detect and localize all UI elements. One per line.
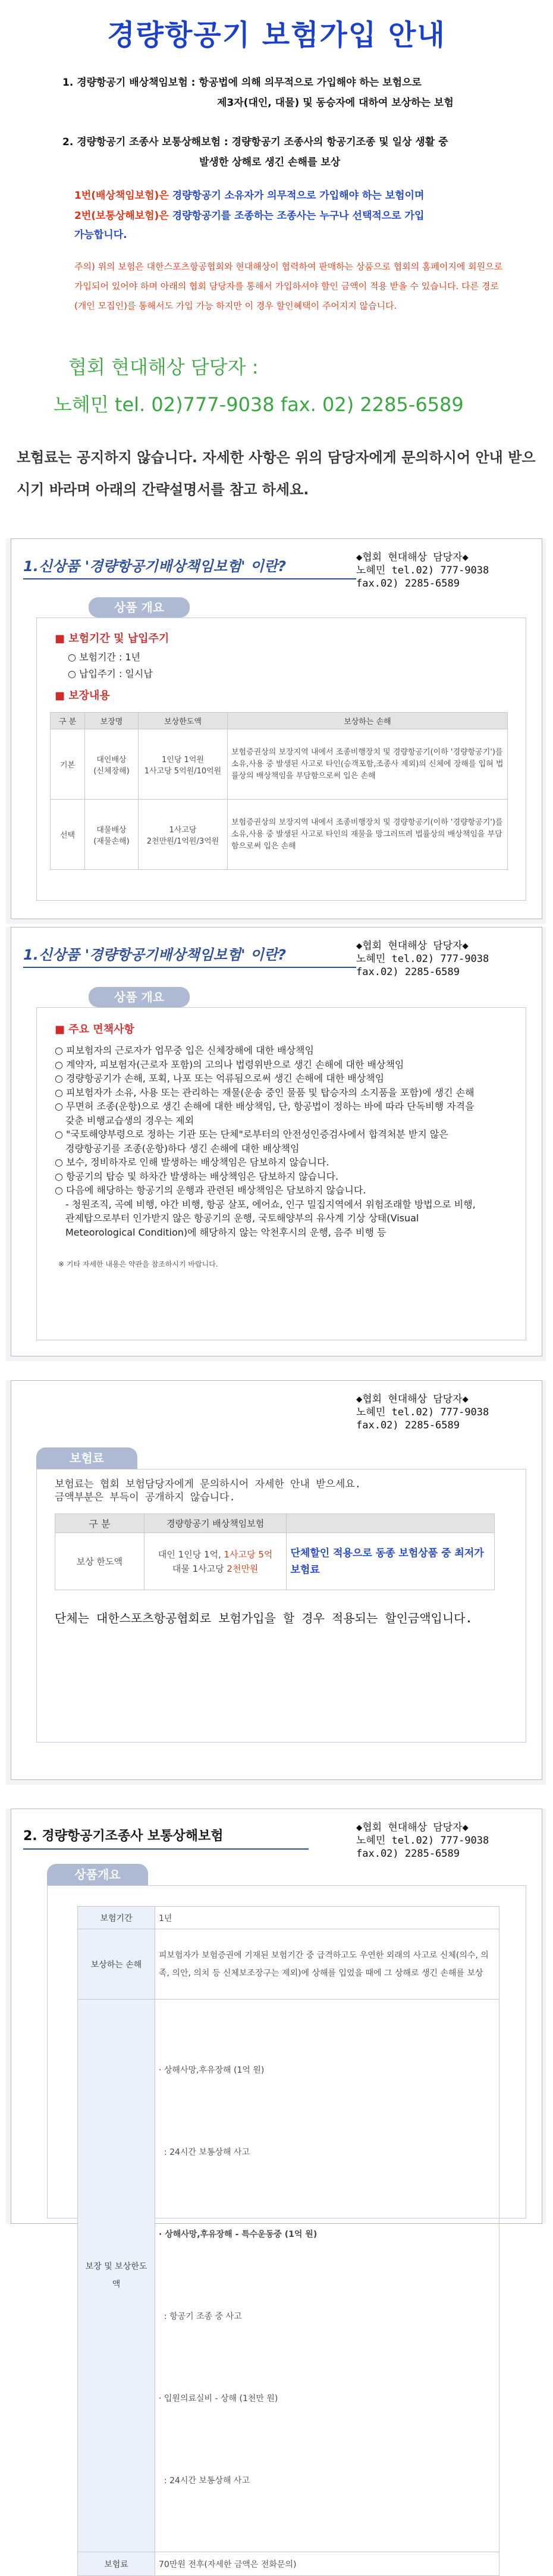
table-row [78, 1929, 499, 2000]
row-group: 기본 [51, 729, 85, 800]
coverage-line: · 상해사망,후유장해 (1억 원) [159, 2066, 265, 2075]
period-text: ○ 보험기간 : 1년 [68, 651, 141, 663]
list-item: ○ "국토해양부령으로 정하는 기관 또는 단체"로부터의 안전성인증검사에서 합격처분 받지 않은 [55, 1129, 448, 1140]
panel2-contact [356, 939, 529, 979]
payment-text: ○ 납입주기 : 일시납 [68, 668, 153, 679]
panel1-title: 1.신상품 '경량항공기배상책임보험' 이란? [23, 558, 287, 575]
contact-heading: ◆협회 현대해상 담당자◆ [356, 1393, 469, 1405]
panel2-tab: 상품 개요 [89, 987, 190, 1007]
premium-intro-line1: 보험료는 협회 보험담당자에게 문의하시어 자세한 안내 받으세요. [55, 1478, 362, 1490]
table-row [78, 1907, 499, 1929]
notice-text: 주의) 위의 보험은 대한스포츠항공협회와 현대해상이 협력하여 판매하는 상품으로 협회의 홈페이지에 회원으로 가입되어 있어야 하며 아래의 협회 담당자를 통해서 가입하셔야 할인 금액이 적용 받을 수 있습니다. 다른 경로(개인 모집인)를 통해서도 가입 가능 하지만 이 경우 할인혜택이 주어지지 않습니다. [74, 261, 503, 311]
panel3-tab: 보험료 [36, 1447, 137, 1469]
list-item: ○ 보수, 정비하자로 인해 발생하는 배상책임은 담보하지 않습니다. [55, 1157, 329, 1168]
premium-table [55, 1513, 495, 1590]
table-row [78, 2000, 499, 2552]
desc2-text: 경량항공기를 조종하는 조종사는 누구나 선택적으로 가입 [172, 210, 425, 222]
contact-info: 노혜민 tel. 02)777-9038 fax. 02) 2285-6589 [54, 393, 464, 416]
coverage-line: · 상해사망,후유장해 - 특수운동중 (1억 원) [159, 2230, 318, 2239]
desc2-label: 2번(보통상해보험)은 [74, 210, 172, 222]
panel4-tab: 상품개요 [47, 1864, 148, 1885]
contact-heading: ◆협회 현대해상 담당자◆ [356, 551, 469, 563]
exclusion-list [55, 1043, 519, 1239]
table-header-row [51, 713, 508, 729]
premium-intro [55, 1478, 361, 1504]
desc2 [74, 206, 424, 226]
row-name: 대인배상 (신체장해) [85, 729, 139, 800]
contact-heading: ◆협회 현대해상 담당자◆ [356, 1822, 469, 1834]
table-header-row [55, 1514, 495, 1533]
page-title: 경량항공기 보험가입 안내 [107, 18, 446, 52]
row-label: 보험기간 [78, 1907, 155, 1929]
panel2-title: 1.신상품 '경량항공기배상책임보험' 이란? [23, 947, 287, 963]
coverage-heading: ■ 보장내용 [55, 690, 110, 702]
item1-line1: 1. 경량항공기 배상책임보험 : 항공법에 의해 의무적으로 가입해야 하는 보험으로 [62, 77, 422, 89]
panel4-contact [356, 1821, 529, 1860]
row-value: 피보험자가 보험증권에 기재된 보험기간 중 급격하고도 우연한 외래의 사고로 신체(의수, 의족, 의안, 의치 등 신체보조장구는 제외)에 상해를 입었을 때에 그 상해로 생긴 손해를 보상 [155, 1929, 499, 2000]
group-note: 단체는 대한스포츠항공협회로 보험가입을 할 경우 적용되는 할인금액입니다. [55, 1611, 473, 1625]
accident-table [77, 1906, 499, 2576]
row-desc: 보험증권상의 보장지역 내에서 조종비행장치 및 경량항공기(이하 '경량항공기')를 소유,사용 중 발생된 사고로 타인의 재물을 망그러뜨려 법률상의 배상책임을 부담함으로써 입은 손해 [228, 800, 508, 870]
coverage-line: : 24시간 보통상해 사고 [159, 2476, 250, 2486]
panel3-contact [356, 1393, 529, 1432]
row-group: 선택 [51, 800, 85, 870]
panel1-contact [356, 551, 529, 590]
list-item: ○ 피보험자가 소유, 사용 또는 관리하는 재물(운송 중인 물품 및 탑승자의 소지품을 포함)에 생긴 손해 [55, 1086, 475, 1098]
row-desc: 보험증권상의 보장지역 내에서 조종비행장치 및 경량항공기(이하 '경량항공기')를 소유,사용 중 발생된 사고로 타인(승객포함,조종사 제외)의 신체에 장해를 입혀 법률상의 배상책임을 부담함으로써 입은 손해 [228, 729, 508, 800]
row-note: 단체할인 적용으로 동종 보험상품 중 최저가 보험료 [287, 1533, 495, 1590]
list-item: - 청원조직, 곡예 비행, 야간 비행, 항공 살포, 에어쇼, 인구 밀집지역에서 위험조래할 방법으로 비행, [65, 1198, 476, 1210]
limit-personal: 대인 1인당 1억, [158, 1549, 224, 1560]
contact-fax: fax.02) 2285-6589 [356, 1419, 460, 1431]
panel2 [11, 927, 542, 1356]
th-name: 보장명 [85, 713, 139, 729]
th-category: 구 분 [55, 1514, 144, 1533]
list-item: ○ 다음에 해당하는 항공기의 운행과 관련된 배상책임은 담보하지 않습니다. [55, 1184, 366, 1196]
list-item: ○ 경량항공기가 손해, 포획, 나포 또는 억류됨으로써 생긴 손해에 대한 배상책임 [55, 1073, 385, 1084]
contact-tel: 노혜민 tel.02) 777-9038 [356, 565, 489, 576]
row-label: 보장 및 보상한도액 [78, 2000, 155, 2552]
list-item: ○ 계약자, 피보험자(근로자 포함)의 고의나 법령위반으로 생긴 손해에 대한 배상책임 [55, 1058, 404, 1070]
list-item: ○ 피보험자의 근로자가 업무중 입은 신체장해에 대한 배상책임 [55, 1045, 314, 1056]
coverage-line: · 입원의료실비 - 상해 (1천만 원) [159, 2394, 278, 2403]
panel4-title-bar [23, 1823, 309, 1850]
row-limit: 1인당 1억원 1사고당 5억원/10억원 [139, 729, 228, 800]
list-item: 경량항공기를 조종(운항)하다 생긴 손해에 대한 배상책임 [65, 1142, 300, 1154]
th-limit: 보상한도액 [139, 713, 228, 729]
exclusion-heading: ■ 주요 면책사항 [55, 1023, 134, 1036]
th-category: 구 분 [51, 713, 85, 729]
list-item: ○ 무면허 조종(운항)으로 생긴 손해에 대한 배상책임, 단, 항공법이 정하는 바에 따라 단독비행 자격을 [55, 1101, 475, 1112]
row-limit: 1사고당 2천만원/1억원/3억원 [139, 800, 228, 870]
list-item: 관제탑으로부터 인가받지 않은 항공기의 운행, 국토해양부의 유사계 기상 상태(Visual [65, 1212, 419, 1224]
item2-line1: 2. 경량항공기 조종사 보통상해보험 : 경량항공기 조종사의 항공기조종 및 일상 생활 중 [62, 136, 448, 148]
summary-text: 보험료는 공지하지 않습니다. 자세한 사항은 위의 담당자에게 문의하시어 안내 받으시기 바라며 아래의 간략설명서를 참고 하세요. [17, 449, 536, 498]
row-name: 대물배상 (재물손해) [85, 800, 139, 870]
contact-tel: 노혜민 tel.02) 777-9038 [356, 1406, 489, 1418]
desc1-label: 1번(배상책임보험)은 [74, 190, 172, 202]
table-row [55, 1533, 495, 1590]
coverage-line: : 24시간 보통상해 사고 [159, 2148, 250, 2157]
panel2-content [36, 1007, 526, 1340]
panel4 [11, 1809, 542, 2569]
panel4-title: 2. 경량항공기조종사 보통상해보험 [23, 1829, 224, 1844]
desc2-line2: 가능합니다. [74, 229, 127, 241]
contact-fax: fax.02) 2285-6589 [356, 966, 460, 978]
contact-tel: 노혜민 tel.02) 777-9038 [356, 1835, 489, 1847]
desc1 [74, 186, 424, 206]
panel1 [11, 538, 542, 919]
limit-property: 대물 1사고당 [172, 1563, 227, 1574]
contact-title: 협회 현대해상 담당자 : [68, 356, 259, 378]
list-item: Meteorological Condition)에 해당하지 않는 악천후시의 운행, 음주 비행 등 [65, 1226, 387, 1238]
table-row [78, 2552, 499, 2576]
limit-personal-accident: 1사고당 5억 [224, 1549, 273, 1560]
contact-heading: ◆협회 현대해상 담당자◆ [356, 940, 469, 952]
panel1-title-bar [23, 553, 356, 579]
intro-section [0, 0, 553, 524]
contact-tel: 노혜민 tel.02) 777-9038 [356, 953, 489, 965]
row-value: 1년 [155, 1907, 499, 1929]
panel1-tab: 상품 개요 [89, 597, 190, 618]
th-product: 경량항공기 배상책임보험 [144, 1514, 287, 1533]
panel3-content [36, 1469, 526, 1743]
panel2-title-bar [23, 942, 356, 968]
coverage-line: : 항공기 조종 중 사고 [159, 2312, 242, 2321]
th-desc: 보상하는 손해 [228, 713, 508, 729]
panel4-content [47, 1885, 526, 2569]
coverage-table [50, 712, 508, 870]
row-value [155, 2000, 499, 2552]
limit-property-amount: 2천만원 [227, 1563, 259, 1574]
th-empty [287, 1514, 495, 1533]
panel3 [11, 1380, 542, 1780]
item1-line2: 제3자(대인, 대물) 및 동승자에 대하여 보상하는 보험 [217, 97, 454, 109]
contact-fax: fax.02) 2285-6589 [356, 1848, 460, 1860]
row-value: 70만원 전후(자세한 금액은 전화문의) [155, 2552, 499, 2576]
list-item: ○ 항공기의 탑승 및 하차간 발생하는 배상책임은 담보하지 않습니다. [55, 1170, 339, 1182]
premium-intro-line2: 금액부분은 부득이 공개하지 않습니다. [55, 1491, 235, 1503]
contact-fax: fax.02) 2285-6589 [356, 578, 460, 590]
period-heading: ■ 보험기간 및 납입주기 [55, 632, 169, 645]
row-label: 보상하는 손해 [78, 1929, 155, 2000]
item2-line2: 발생한 상해로 생긴 손해를 보상 [199, 156, 341, 168]
desc1-text: 경량항공기 소유자가 의무적으로 가입해야 하는 보험이며 [172, 190, 425, 202]
list-item: 갖춘 비행교습생의 경우는 제외 [65, 1114, 194, 1126]
footnote: ※ 기타 자세한 내용은 약관을 참조하시기 바랍니다. [58, 1260, 218, 1268]
table-row [51, 729, 508, 800]
panel1-content [36, 618, 526, 901]
row-label: 보험료 [78, 2552, 155, 2576]
table-row [51, 800, 508, 870]
row-limit [144, 1533, 287, 1590]
row-label: 보상 한도액 [55, 1533, 144, 1590]
